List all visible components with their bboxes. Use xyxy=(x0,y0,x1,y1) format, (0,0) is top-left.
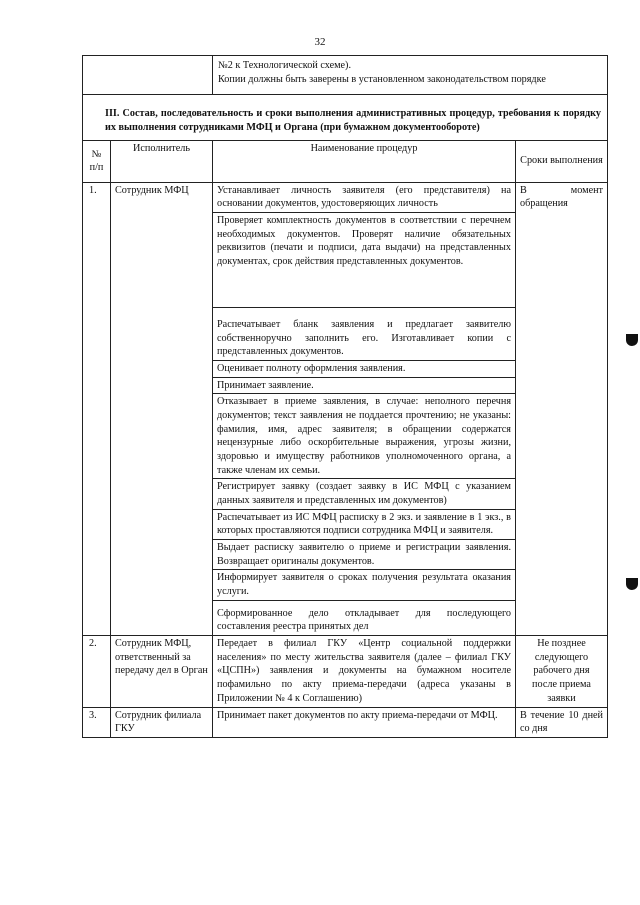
row-num: 2. xyxy=(83,636,111,707)
header-procedure: Наименование процедур xyxy=(213,140,516,182)
section-title: III. Состав, последовательность и сроки выполнения административных процедур, требования к порядку их выполнения сотрудниками МФЦ и Органа (при бумажном документообороте) xyxy=(83,95,608,140)
header-term: Сроки выполнения xyxy=(516,140,608,182)
row-num: 1. xyxy=(83,182,111,635)
procedure-item: Проверяет комплектность документов в соответствии с перечнем необходимых документов. Проверят наличие обязательных реквизитов (печати и подписи, дата выдачи) на представленных документах, срок действия представленных документов. xyxy=(213,213,515,308)
table-header-row xyxy=(83,140,608,182)
row-procedures xyxy=(213,636,516,707)
procedure-item: Информирует заявителя о сроках получения результата оказания услуги. xyxy=(213,570,515,600)
binder-mark xyxy=(626,334,638,346)
page-number: 32 xyxy=(314,36,326,48)
table-row xyxy=(83,182,608,635)
row-procedures xyxy=(213,182,516,635)
section-row xyxy=(83,95,608,140)
continuation-empty-cell xyxy=(83,56,213,95)
binder-mark xyxy=(626,578,638,590)
row-executor: Сотрудник филиала ГКУ xyxy=(111,707,213,737)
row-executor: Сотрудник МФЦ xyxy=(111,182,213,635)
procedure-item: Устанавливает личность заявителя (его представителя) на основании документов, удостоверяющих личность xyxy=(213,183,515,213)
row-num: 3. xyxy=(83,707,111,737)
row-executor: Сотрудник МФЦ, ответственный за передачу дел в Орган xyxy=(111,636,213,707)
procedure-item: Отказывает в приеме заявления, в случае: неполного перечня документов; текст заявления не поддается прочтению; не указаны: фамилия, имя, адрес заявителя; в обращении содержатся нецензурные либо оскорбительные выражения, угрозы жизни, здоровью и имуществу работников уполномоченного органа, а также членам их семьи. xyxy=(213,394,515,479)
procedures-table xyxy=(82,55,608,738)
row-term: Не позднее следующего рабочего дня после приема заявки xyxy=(516,636,608,707)
row-procedures xyxy=(213,707,516,737)
continuation-line: №2 к Технологической схеме). xyxy=(218,60,351,71)
table-row xyxy=(83,707,608,737)
procedure-item: Принимает заявление. xyxy=(213,378,515,395)
row-term: В момент обращения xyxy=(516,182,608,635)
procedure-item: Выдает расписку заявителю о приеме и регистрации заявления. Возвращает оригиналы документов. xyxy=(213,540,515,570)
procedure-item: Принимает пакет документов по акту приема-передачи от МФЦ. xyxy=(217,709,498,721)
header-num: № п/п xyxy=(83,140,111,182)
procedure-item: Распечатывает бланк заявления и предлагает заявителю собственноручно заполнить его. Изготавливает копии с представленных документов. xyxy=(213,308,515,361)
procedure-item: Распечатывает из ИС МФЦ расписку в 2 экз. и заявление в 1 экз., в которых проставляются подписи сотрудника МФЦ и заявителя. xyxy=(213,510,515,540)
header-executor: Исполнитель xyxy=(111,140,213,182)
continuation-cell xyxy=(213,56,608,95)
procedure-item: Оценивает полноту оформления заявления. xyxy=(213,361,515,378)
continuation-row xyxy=(83,56,608,95)
procedure-item: Передает в филиал ГКУ «Центр социальной поддержки населения» по месту жительства заявителя (далее – филиал ГКУ «ЦСПН») заявления и документы на бумажном носителе пофамильно по акту приема-передачи (адреса указаны в Приложении № 4 к Соглашению) xyxy=(217,638,511,704)
procedure-item: Регистрирует заявку (создает заявку в ИС МФЦ с указанием данных заявителя и представленных им документов) xyxy=(213,479,515,509)
row-term: В течение 10 дней со дня xyxy=(516,707,608,737)
continuation-line: Копии должны быть заверены в установленном законодательством порядке xyxy=(218,73,546,85)
table-row xyxy=(83,636,608,707)
procedure-item: Сформированное дело откладывает для последующего составления реестра принятых дел xyxy=(217,607,511,633)
